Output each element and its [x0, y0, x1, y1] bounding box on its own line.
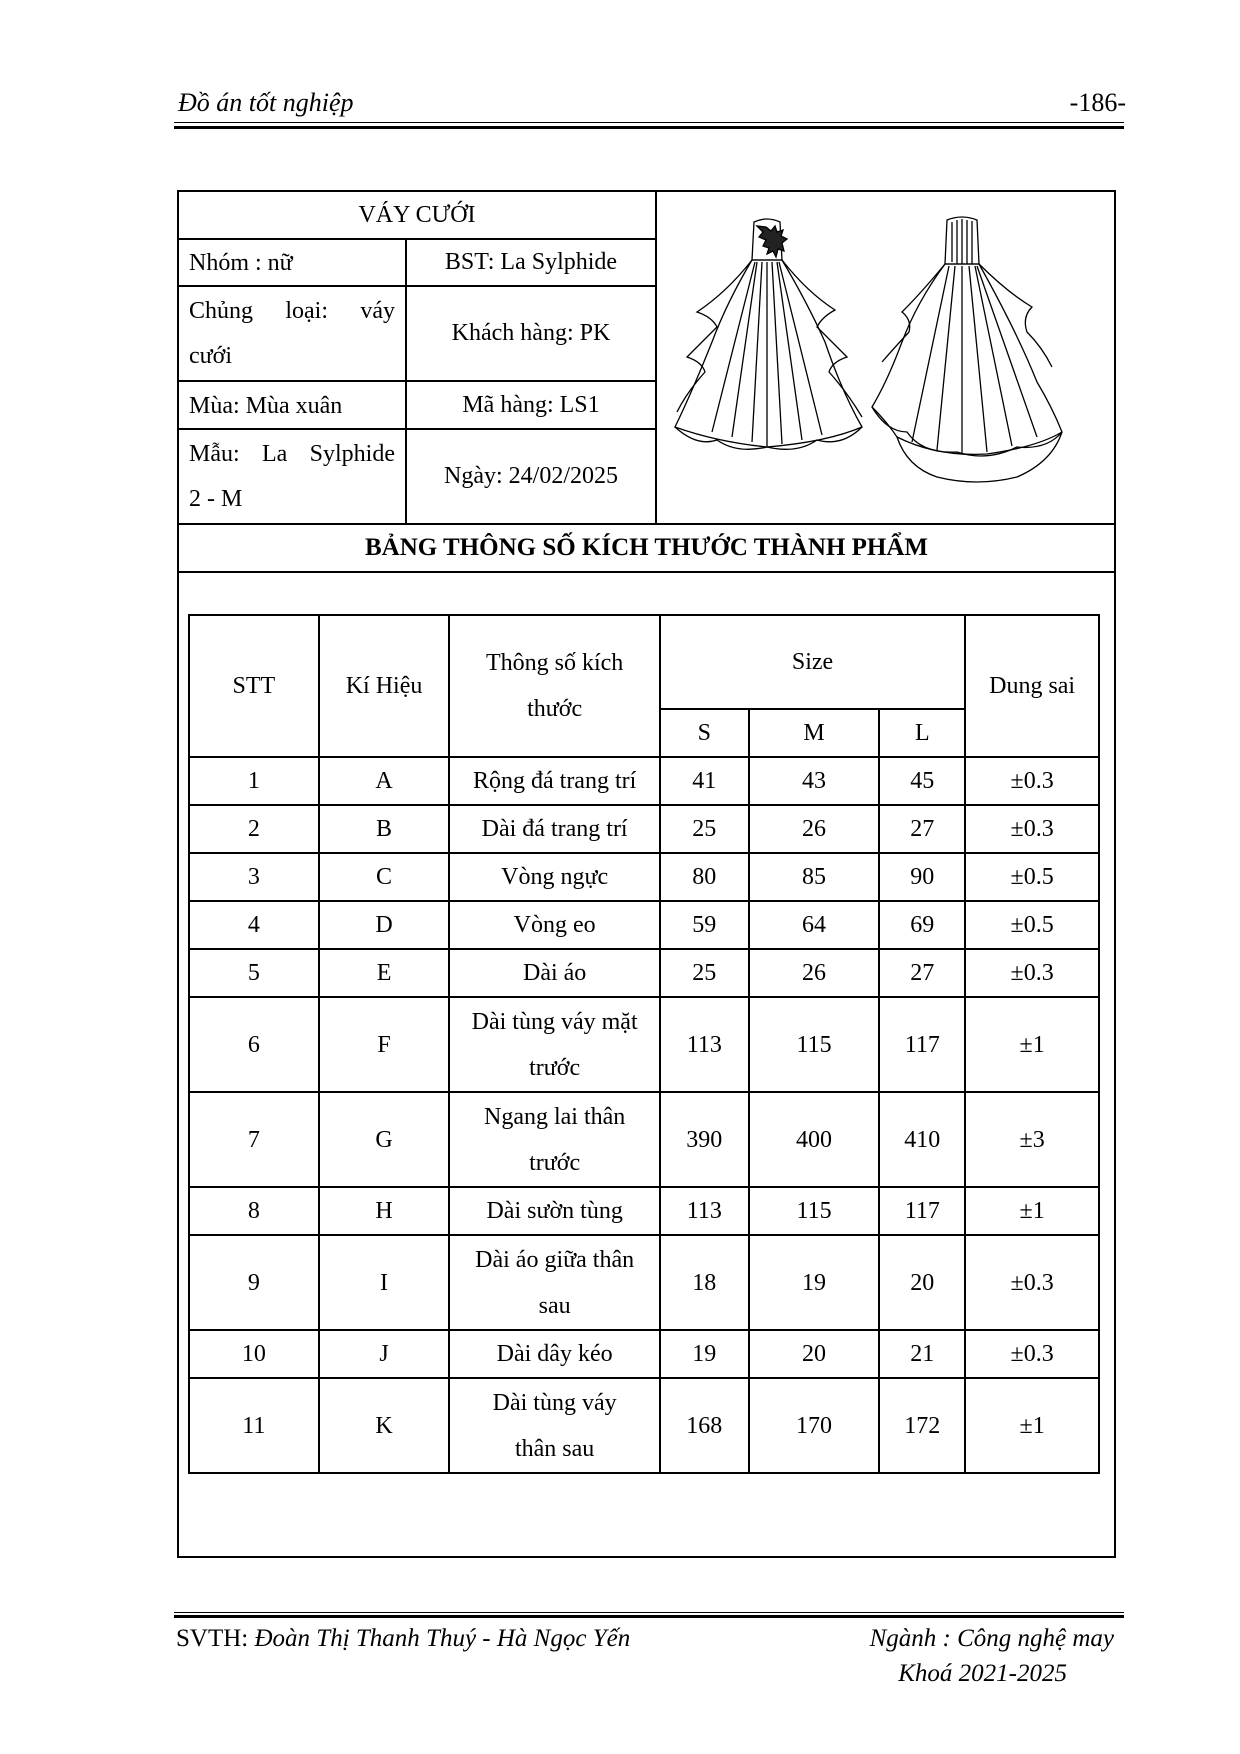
header-size-m: M	[749, 709, 880, 757]
cell-size-m: 400	[749, 1092, 880, 1187]
table-row	[189, 1092, 1099, 1187]
table-row	[189, 805, 1099, 853]
spec-line2: trước	[529, 1149, 581, 1176]
category-cell	[179, 287, 407, 382]
cell-size-l: 21	[879, 1330, 965, 1378]
product-title: VÁY CƯỚI	[179, 192, 657, 240]
spec-line1: Dài áo	[522, 960, 587, 986]
cell-size-m: 170	[749, 1378, 880, 1473]
cell-size-l: 69	[879, 901, 965, 949]
students-line	[176, 1625, 630, 1653]
cell-spec	[449, 1092, 659, 1187]
cell-symbol: E	[319, 949, 450, 997]
cell-size-m: 26	[749, 805, 880, 853]
cell-symbol: B	[319, 805, 450, 853]
cell-stt: 2	[189, 805, 319, 853]
header-tolerance: Dung sai	[965, 615, 1099, 757]
cell-size-s: 25	[660, 805, 749, 853]
cell-tolerance: ±1	[965, 1187, 1099, 1235]
header-size-l: L	[879, 709, 965, 757]
cell-size-l: 45	[879, 757, 965, 805]
cell-size-s: 80	[660, 853, 749, 901]
cell-size-s: 113	[660, 997, 749, 1092]
cell-stt: 10	[189, 1330, 319, 1378]
cell-symbol: H	[319, 1187, 450, 1235]
cell-tolerance: ±1	[965, 997, 1099, 1092]
table-row	[189, 949, 1099, 997]
cell-tolerance: ±0.3	[965, 1235, 1099, 1330]
students-names: Đoàn Thị Thanh Thuý - Hà Ngọc Yến	[248, 1625, 631, 1652]
table-row	[189, 853, 1099, 901]
cell-stt: 4	[189, 901, 319, 949]
cell-symbol: I	[319, 1235, 450, 1330]
table-row	[189, 901, 1099, 949]
cell-stt: 7	[189, 1092, 319, 1187]
cell-size-m: 19	[749, 1235, 880, 1330]
cell-symbol: D	[319, 901, 450, 949]
table-row	[189, 997, 1099, 1092]
cell-size-s: 41	[660, 757, 749, 805]
header-spec	[449, 615, 659, 757]
cell-spec	[449, 1235, 659, 1330]
spec-line1: Dài áo giữa thân	[475, 1246, 635, 1273]
cell-spec	[449, 997, 659, 1092]
document-title: Đồ án tốt nghiệp	[178, 88, 354, 117]
cell-spec	[449, 949, 659, 997]
major: Ngành : Công nghệ may	[869, 1625, 1114, 1652]
footer-rule-thin	[174, 1612, 1124, 1613]
cell-size-m: 26	[749, 949, 880, 997]
season-cell: Mùa: Mùa xuân	[179, 382, 407, 430]
cell-stt: 8	[189, 1187, 319, 1235]
cell-size-l: 27	[879, 949, 965, 997]
cell-tolerance: ±0.5	[965, 901, 1099, 949]
table-row	[189, 1378, 1099, 1473]
cell-spec	[449, 901, 659, 949]
table-row	[189, 757, 1099, 805]
model-cell	[179, 430, 407, 525]
spec-line1: Ngang lai thân	[483, 1103, 626, 1130]
cell-stt: 5	[189, 949, 319, 997]
cell-size-s: 25	[660, 949, 749, 997]
cell-size-m: 115	[749, 1187, 880, 1235]
cell-tolerance: ±0.3	[965, 1330, 1099, 1378]
category-line1: Chủng loại: váy	[189, 298, 395, 324]
cell-size-m: 64	[749, 901, 880, 949]
cohort: Khoá 2021-2025	[898, 1660, 1067, 1687]
model-line2: 2 - M	[189, 486, 243, 512]
spec-line1: Dài dây kéo	[496, 1341, 613, 1367]
cell-tolerance: ±0.3	[965, 757, 1099, 805]
header-symbol: Kí Hiệu	[319, 615, 450, 757]
cell-size-s: 168	[660, 1378, 749, 1473]
cell-size-m: 20	[749, 1330, 880, 1378]
cell-size-l: 117	[879, 997, 965, 1092]
cell-size-l: 410	[879, 1092, 965, 1187]
header-size: Size	[660, 615, 965, 709]
sketch-area	[657, 192, 1114, 525]
cell-symbol: A	[319, 757, 450, 805]
cell-spec	[449, 1187, 659, 1235]
header-spec-line1: Thông số kích	[485, 650, 624, 676]
cell-stt: 9	[189, 1235, 319, 1330]
cell-symbol: F	[319, 997, 450, 1092]
cell-spec	[449, 757, 659, 805]
cell-size-s: 19	[660, 1330, 749, 1378]
date-cell: Ngày: 24/02/2025	[407, 430, 657, 525]
cell-size-s: 18	[660, 1235, 749, 1330]
spec-line1: Dài tùng váy	[492, 1389, 617, 1416]
cell-tolerance: ±3	[965, 1092, 1099, 1187]
spec-line2: thân sau	[514, 1435, 595, 1462]
spec-line2: trước	[529, 1054, 581, 1081]
cell-size-l: 27	[879, 805, 965, 853]
header-rule-thick	[174, 126, 1124, 129]
cell-size-m: 115	[749, 997, 880, 1092]
header-rule-thin	[174, 122, 1124, 123]
wedding-dress-sketch	[657, 192, 1114, 525]
cell-tolerance: ±0.3	[965, 949, 1099, 997]
customer-cell: Khách hàng: PK	[407, 287, 657, 382]
header-size-s: S	[660, 709, 749, 757]
cell-size-s: 59	[660, 901, 749, 949]
cell-symbol: K	[319, 1378, 450, 1473]
footer-rule-thick	[174, 1615, 1124, 1618]
spec-line2: sau	[538, 1292, 571, 1319]
students-label: SVTH:	[176, 1625, 249, 1652]
table-row	[189, 1235, 1099, 1330]
page-number: -186-	[1069, 88, 1126, 117]
table-row	[189, 1330, 1099, 1378]
back-view-sketch	[872, 217, 1062, 482]
table-title: BẢNG THÔNG SỐ KÍCH THƯỚC THÀNH PHẨM	[179, 525, 1114, 573]
collection-cell: BST: La Sylphide	[407, 240, 657, 287]
spec-line1: Dài tùng váy mặt	[471, 1008, 638, 1035]
cell-stt: 6	[189, 997, 319, 1092]
cell-spec	[449, 805, 659, 853]
cell-spec	[449, 1378, 659, 1473]
cell-size-l: 117	[879, 1187, 965, 1235]
cell-symbol: C	[319, 853, 450, 901]
cell-spec	[449, 853, 659, 901]
spec-line1: Rộng đá trang trí	[472, 768, 637, 794]
cell-stt: 11	[189, 1378, 319, 1473]
cell-stt: 1	[189, 757, 319, 805]
cell-symbol: G	[319, 1092, 450, 1187]
cell-size-m: 43	[749, 757, 880, 805]
cell-size-l: 90	[879, 853, 965, 901]
size-spec-table	[188, 614, 1100, 1474]
group-cell: Nhóm : nữ	[179, 240, 407, 287]
spec-line1: Dài sườn tùng	[486, 1198, 623, 1224]
spec-line1: Vòng ngực	[501, 864, 609, 890]
product-code-cell: Mã hàng: LS1	[407, 382, 657, 430]
cell-stt: 3	[189, 853, 319, 901]
front-view-sketch	[675, 219, 862, 449]
cell-tolerance: ±1	[965, 1378, 1099, 1473]
cell-symbol: J	[319, 1330, 450, 1378]
header-spec-line2: thước	[527, 696, 583, 722]
table-row	[189, 1187, 1099, 1235]
cell-size-m: 85	[749, 853, 880, 901]
cell-size-s: 113	[660, 1187, 749, 1235]
cell-spec	[449, 1330, 659, 1378]
cell-tolerance: ±0.3	[965, 805, 1099, 853]
cell-size-l: 20	[879, 1235, 965, 1330]
spec-line1: Vòng eo	[513, 912, 596, 938]
model-line1: Mẫu: La Sylphide	[189, 441, 395, 467]
cell-size-l: 172	[879, 1378, 965, 1473]
spec-table-body	[189, 757, 1099, 1473]
cell-size-s: 390	[660, 1092, 749, 1187]
category-line2: cưới	[189, 343, 233, 369]
cell-tolerance: ±0.5	[965, 853, 1099, 901]
header-stt: STT	[189, 615, 319, 757]
spec-line1: Dài đá trang trí	[481, 816, 628, 842]
